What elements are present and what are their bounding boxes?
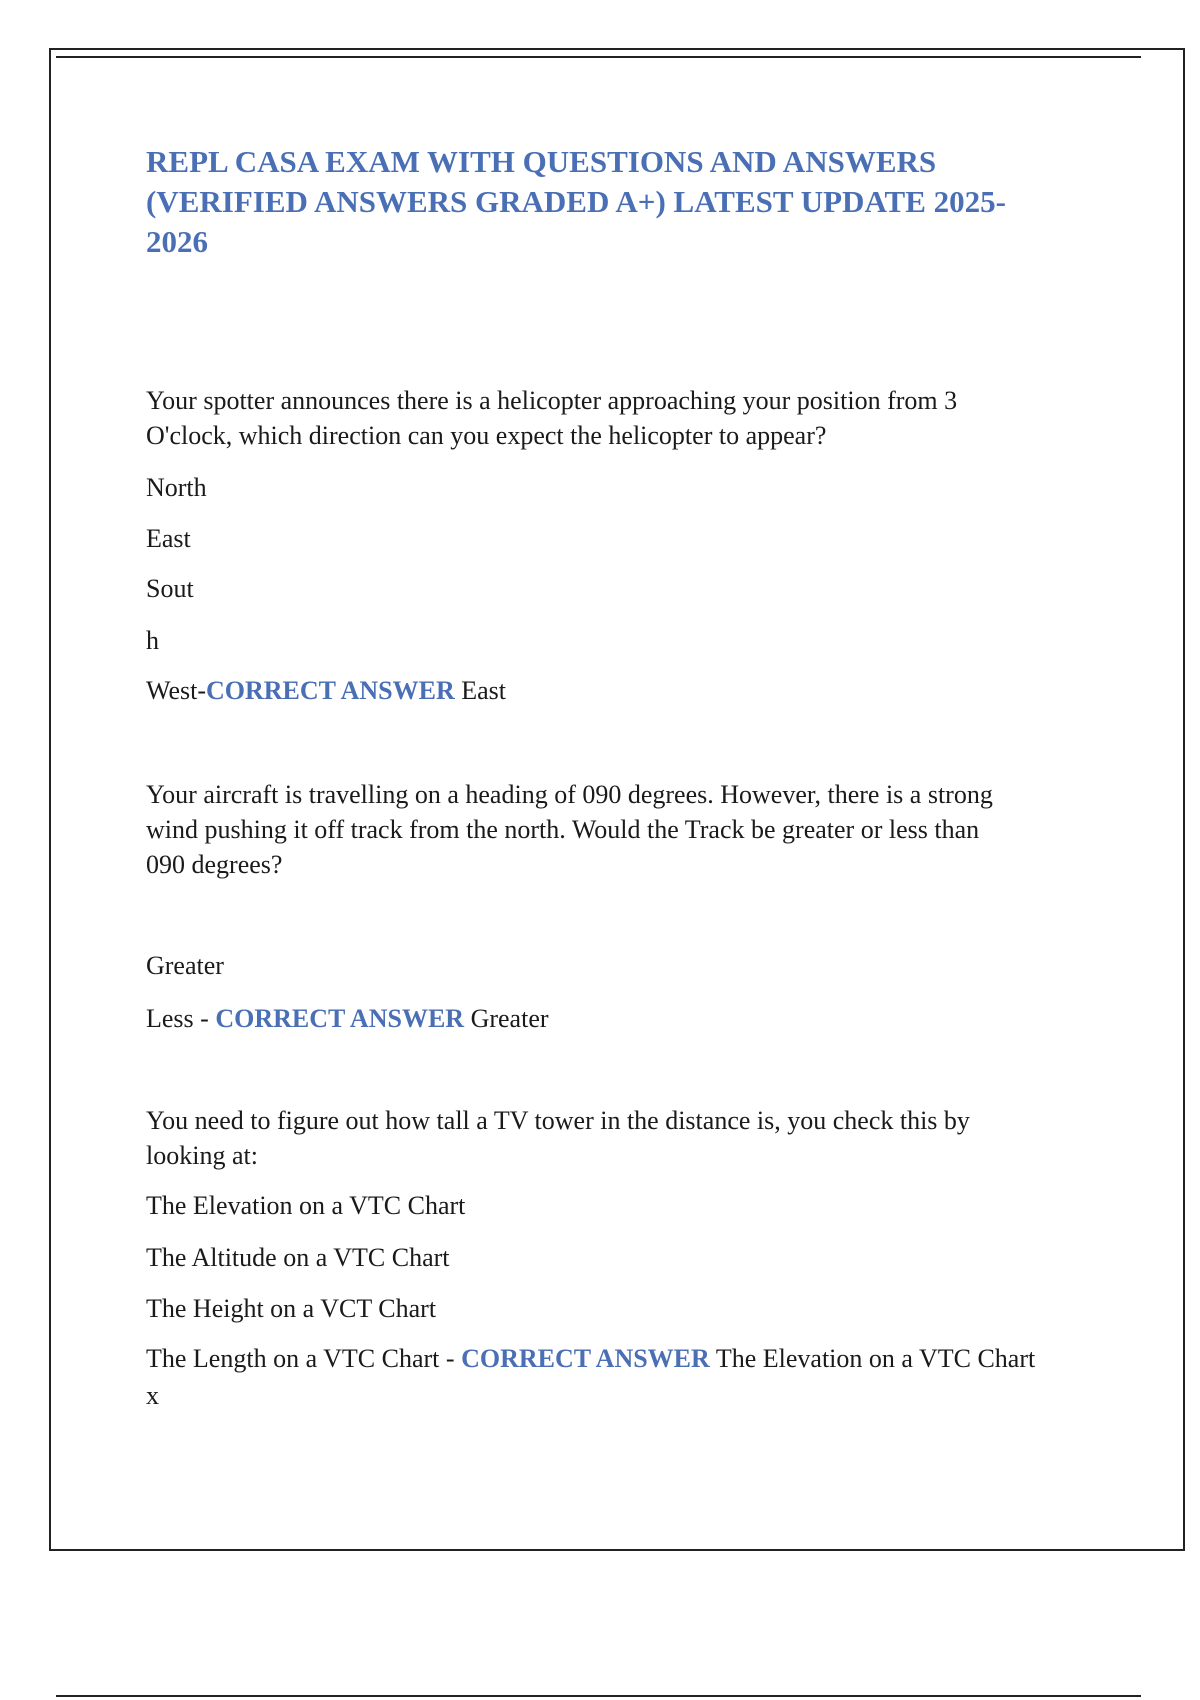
correct-answer-marker: CORRECT ANSWER [206,676,455,705]
question-2-answer-line [146,1003,549,1035]
question-line: Your aircraft is travelling on a heading of 090 degrees. However, there is a strong [146,780,993,809]
question-3-option: The Elevation on a VTC Chart [146,1191,466,1220]
answer-prefix: The Length on a VTC Chart - [146,1344,462,1373]
question-line: 090 degrees? [146,850,283,879]
question-line: Your spotter announces there is a helicopter approaching your position from 3 [146,386,958,415]
question-3-text [146,1103,970,1173]
title-line: (VERIFIED ANSWERS GRADED A+) LATEST UPDATE 2025- [146,184,1006,219]
question-2-option: Greater [146,951,224,980]
correct-answer-marker: CORRECT ANSWER [461,1344,710,1373]
question-line: You need to figure out how tall a TV tower in the distance is, you check this by [146,1106,970,1135]
title-line: 2026 [146,224,208,259]
question-1-text [146,383,957,453]
document-title [146,142,1086,262]
correct-answer: Greater [470,1004,549,1033]
correct-answer-marker: CORRECT ANSWER [215,1004,465,1033]
title-line: REPL CASA EXAM WITH QUESTIONS AND ANSWERS [146,144,937,179]
question-3-option: The Altitude on a VTC Chart [146,1243,450,1272]
question-1-option: East [146,524,191,553]
question-1-option: h [146,626,159,655]
question-line: O'clock, which direction can you expect the helicopter to appear? [146,421,827,450]
question-3-trailing: x [146,1381,159,1410]
question-3-option: The Height on a VCT Chart [146,1294,437,1323]
answer-prefix: Less - [146,1004,216,1033]
bottom-rule [56,1695,1141,1697]
question-line: wind pushing it off track from the north. Would the Track be greater or less than [146,815,980,844]
question-line: looking at: [146,1141,258,1170]
answer-prefix: West- [146,676,206,705]
question-3-answer-line [146,1343,1035,1375]
question-1-option: North [146,473,207,502]
question-1-option: Sout [146,574,194,603]
correct-answer: East [461,676,507,705]
question-1-answer-line [146,675,506,707]
question-2-text [146,777,993,882]
correct-answer: The Elevation on a VTC Chart [715,1344,1036,1373]
